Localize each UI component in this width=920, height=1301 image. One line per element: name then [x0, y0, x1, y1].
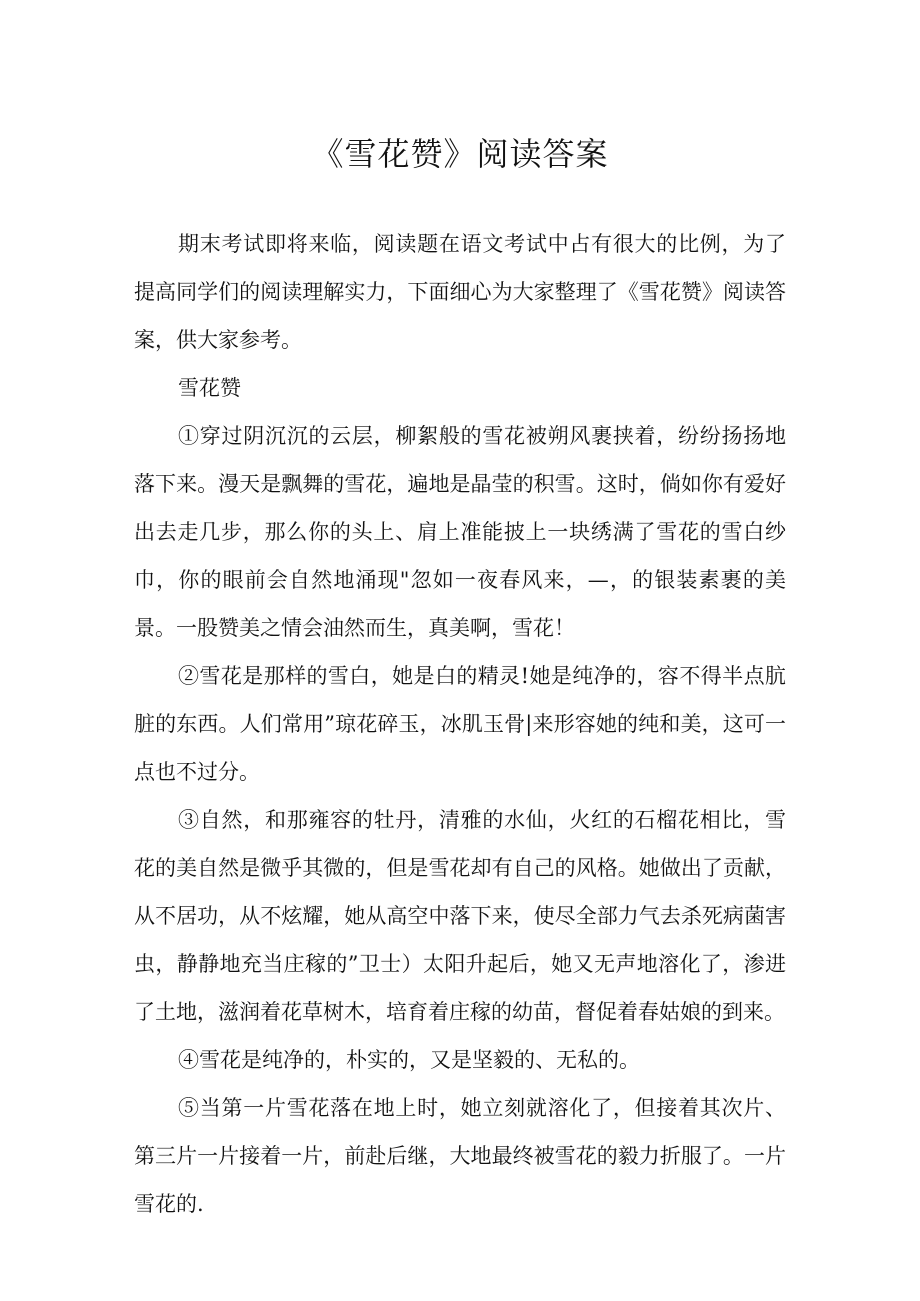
intro-paragraph: 期末考试即将来临，阅读题在语文考试中占有很大的比例，为了提高同学们的阅读理解实力，下面细心为大家整理了《雪花赞》阅读答案，供大家参考。	[134, 232, 786, 352]
document-title: 《雪花赞》阅读答案	[311, 135, 609, 173]
document-body	[134, 220, 786, 1228]
essay-paragraph-5: ⑤当第一片雪花落在地上时，她立刻就溶化了，但接着其次片、第三片一片接着一片，前赴后继，大地最终被雪花的毅力折服了。一片雪花的.	[134, 1096, 786, 1216]
essay-paragraph-2: ②雪花是那样的雪白，她是白的精灵!她是纯净的，容不得半点肮脏的东西。人们常用”琼花碎玉，冰肌玉骨|来形容她的纯和美，这可一点也不过分。	[134, 664, 786, 784]
essay-paragraph-3: ③自然，和那雍容的牡丹，清雅的水仙，火红的石榴花相比，雪花的美自然是微乎其微的，但是雪花却有自己的风格。她做出了贡献，从不居功，从不炫耀，她从高空中落下来，使尽全部力气去杀死病菌害虫，静静地充当庄稼的”卫士）太阳升起后，她又无声地溶化了，渗进了土地，滋润着花草树木，培育着庄稼的幼苗，督促着春姑娘的到来。	[134, 808, 786, 1024]
essay-paragraph-1: ①穿过阴沉沉的云层，柳絮般的雪花被朔风裹挟着，纷纷扬扬地落下来。漫天是飘舞的雪花，遍地是晶莹的积雪。这时，倘如你有爱好出去走几步，那么你的头上、肩上准能披上一块绣满了雪花的雪白纱巾，你的眼前会自然地涌现"忽如一夜春风来，—，的银装素裹的美景。一股赞美之情会油然而生，真美啊，雪花！	[134, 424, 786, 640]
essay-title: 雪花赞	[178, 376, 241, 400]
essay-paragraph-4: ④雪花是纯净的，朴实的，又是坚毅的、无私的。	[178, 1048, 640, 1072]
